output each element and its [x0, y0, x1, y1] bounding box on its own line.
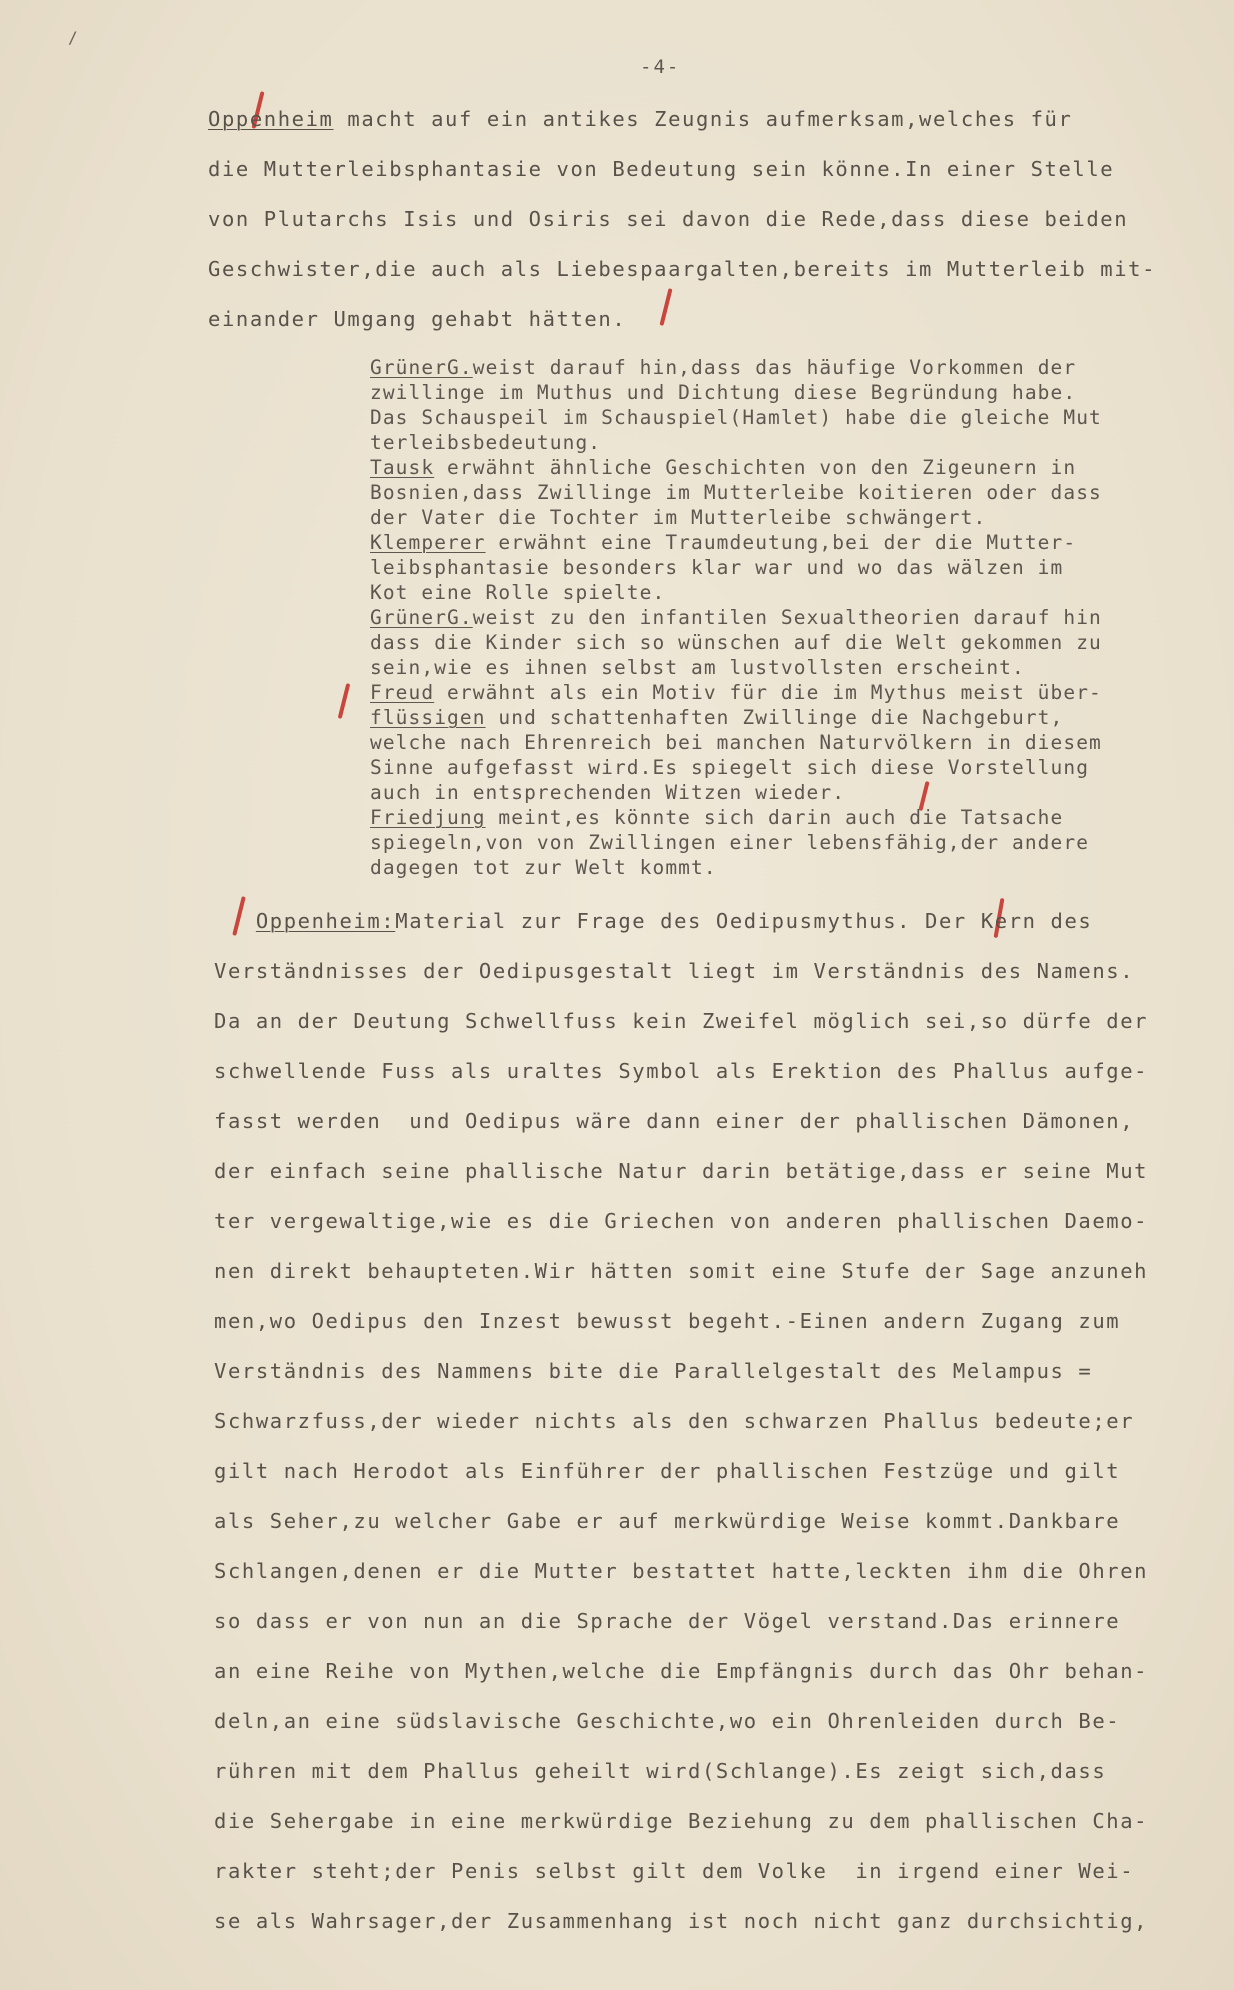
line-text: Geschwister,die auch als Liebespaargalten,bereits im Mutterleib mit-: [208, 257, 1157, 281]
line-text: fasst werden und Oedipus wäre dann einer der phallischen Dämonen,: [214, 1109, 1135, 1133]
text-line: [208, 294, 1218, 344]
line-text: erwähnt ähnliche Geschichten von den Zigeunern in: [434, 456, 1077, 479]
line-text: nen direkt behaupteten.Wir hätten somit eine Stufe der Sage anzuneh: [214, 1259, 1149, 1283]
text-line: [208, 144, 1218, 194]
line-text: schwellende Fuss als uraltes Symbol als Erektion des Phallus aufge-: [214, 1059, 1149, 1083]
text-line: [214, 1146, 1224, 1196]
text-line: [214, 1096, 1224, 1146]
line-text: der Vater die Tochter im Mutterleibe schwängert.: [370, 506, 987, 529]
line-text: von Plutarchs Isis und Osiris sei davon die Rede,dass diese beiden: [208, 207, 1129, 231]
note-line: [370, 455, 1220, 480]
line-text: erwähnt als ein Motiv für die im Mythus meist über-: [434, 681, 1102, 704]
note-line: [370, 705, 1220, 730]
note-line: [370, 355, 1220, 380]
text-line: [214, 1396, 1224, 1446]
line-text: Bosnien,dass Zwillinge im Mutterleibe koitieren oder dass: [370, 481, 1102, 504]
line-text: meint,es könnte sich darin auch die Tatsache: [485, 806, 1064, 829]
note-line: [370, 505, 1220, 530]
line-text: dagegen tot zur Welt kommt.: [370, 856, 717, 879]
line-text: Da an der Deutung Schwellfuss kein Zweifel möglich sei,so dürfe der: [214, 1009, 1149, 1033]
note-line: [370, 480, 1220, 505]
line-text: gilt nach Herodot als Einführer der phallischen Festzüge und gilt: [214, 1459, 1121, 1483]
paragraph-oppenheim-oedipus: [214, 896, 1224, 1946]
text-line: [214, 1546, 1224, 1596]
line-text: spiegeln,von von Zwillingen einer lebensfähig,der andere: [370, 831, 1090, 854]
line-text: terleibsbedeutung.: [370, 431, 602, 454]
line-text: Verständnisses der Oedipusgestalt liegt im Verständnis des Namens.: [214, 959, 1135, 983]
text-line: [208, 94, 1218, 144]
text-line: [214, 1046, 1224, 1096]
line-text: so dass er von nun an die Sprache der Vögel verstand.Das erinnere: [214, 1609, 1121, 1633]
text-line: [214, 1246, 1224, 1296]
line-text: und schattenhaften Zwillinge die Nachgeburt,: [485, 706, 1064, 729]
note-line: [370, 605, 1220, 630]
line-text: Das Schauspeil im Schauspiel(Hamlet) habe die gleiche Mut: [370, 406, 1102, 429]
text-line: [208, 244, 1218, 294]
text-line: [208, 194, 1218, 244]
line-text: rakter steht;der Penis selbst gilt dem Volke in irgend einer Wei-: [214, 1859, 1135, 1883]
text-line: [214, 1746, 1224, 1796]
line-text: weist darauf hin,dass das häufige Vorkommen der: [472, 356, 1077, 379]
line-text: men,wo Oedipus den Inzest bewusst begeht.-Einen andern Zugang zum: [214, 1309, 1121, 1333]
line-text: rühren mit dem Phallus geheilt wird(Schlange).Es zeigt sich,dass: [214, 1759, 1107, 1783]
line-text: ter vergewaltige,wie es die Griechen von anderen phallischen Daemo-: [214, 1209, 1149, 1233]
line-text: Sinne aufgefasst wird.Es spiegelt sich diese Vorstellung: [370, 756, 1090, 779]
note-line: [370, 530, 1220, 555]
text-line: [214, 1296, 1224, 1346]
line-text: macht auf ein antikes Zeugnis aufmerksam,welches für: [333, 107, 1073, 131]
note-line: [370, 580, 1220, 605]
discussion-notes: [370, 355, 1220, 880]
note-line: [370, 655, 1220, 680]
line-text: welche nach Ehrenreich bei manchen Naturvölkern in diesem: [370, 731, 1102, 754]
text-line: [214, 1446, 1224, 1496]
line-text: Material zur Frage des Oedipusmythus. Der Kern des: [395, 909, 1093, 933]
note-line: [370, 855, 1220, 880]
text-line: [214, 1896, 1224, 1946]
line-text: einander Umgang gehabt hätten.: [208, 307, 627, 331]
underlined-name: Oppenheim: [208, 107, 334, 131]
note-line: [370, 805, 1220, 830]
line-text: dass die Kinder sich so wünschen auf die Welt gekommen zu: [370, 631, 1102, 654]
line-text: [214, 909, 256, 933]
note-line: [370, 430, 1220, 455]
line-text: als Seher,zu welcher Gabe er auf merkwürdige Weise kommt.Dankbare: [214, 1509, 1121, 1533]
text-line: [214, 1596, 1224, 1646]
note-line: [370, 555, 1220, 580]
line-text: an eine Reihe von Mythen,welche die Empfängnis durch das Ohr behan-: [214, 1659, 1149, 1683]
line-text: die Sehergabe in eine merkwürdige Beziehung zu dem phallischen Cha-: [214, 1809, 1149, 1833]
text-line: [214, 1496, 1224, 1546]
note-line: [370, 630, 1220, 655]
note-line: [370, 405, 1220, 430]
stray-pencil-mark: /: [68, 28, 78, 47]
text-line: [214, 946, 1224, 996]
underlined-name: Tausk: [370, 456, 435, 479]
line-text: erwähnt eine Traumdeutung,bei der die Mutter-: [485, 531, 1077, 554]
line-text: zwillinge im Muthus und Dichtung diese Begründung habe.: [370, 381, 1077, 404]
line-text: Schlangen,denen er die Mutter bestattet hatte,leckten ihm die Ohren: [214, 1559, 1149, 1583]
text-line: [214, 896, 1224, 946]
line-text: Kot eine Rolle spielte.: [370, 581, 666, 604]
line-text: der einfach seine phallische Natur darin betätige,dass er seine Mut: [214, 1159, 1149, 1183]
underlined-name: GrünerG.: [370, 606, 473, 629]
underlined-name: Oppenheim:: [255, 909, 396, 933]
line-text: Schwarzfuss,der wieder nichts als den schwarzen Phallus bedeute;er: [214, 1409, 1135, 1433]
note-line: [370, 755, 1220, 780]
line-text: Verständnis des Nammens bite die Parallelgestalt des Melampus =: [214, 1359, 1093, 1383]
text-line: [214, 1646, 1224, 1696]
line-text: se als Wahrsager,der Zusammenhang ist noch nicht ganz durchsichtig,: [214, 1909, 1149, 1933]
line-text: leibsphantasie besonders klar war und wo das wälzen im: [370, 556, 1064, 579]
underlined-name: flüssigen: [370, 706, 486, 729]
line-text: die Mutterleibsphantasie von Bedeutung sein könne.In einer Stelle: [208, 157, 1115, 181]
text-line: [214, 996, 1224, 1046]
paragraph-oppenheim-plutarch: [208, 94, 1218, 344]
text-line: [214, 1346, 1224, 1396]
note-line: [370, 380, 1220, 405]
underlined-name: Klemperer: [370, 531, 486, 554]
line-text: deln,an eine südslavische Geschichte,wo ein Ohrenleiden durch Be-: [214, 1709, 1121, 1733]
line-text: weist zu den infantilen Sexualtheorien darauf hin: [472, 606, 1102, 629]
red-pencil-mark: [338, 683, 351, 719]
note-line: [370, 780, 1220, 805]
line-text: auch in entsprechenden Witzen wieder.: [370, 781, 846, 804]
underlined-name: Freud: [370, 681, 435, 704]
note-line: [370, 830, 1220, 855]
text-line: [214, 1796, 1224, 1846]
note-line: [370, 680, 1220, 705]
text-line: [214, 1196, 1224, 1246]
text-line: [214, 1846, 1224, 1896]
note-line: [370, 730, 1220, 755]
line-text: sein,wie es ihnen selbst am lustvollsten erscheint.: [370, 656, 1025, 679]
text-line: [214, 1696, 1224, 1746]
page-number: -4-: [640, 56, 681, 78]
underlined-name: Friedjung: [370, 806, 486, 829]
underlined-name: GrünerG.: [370, 356, 473, 379]
